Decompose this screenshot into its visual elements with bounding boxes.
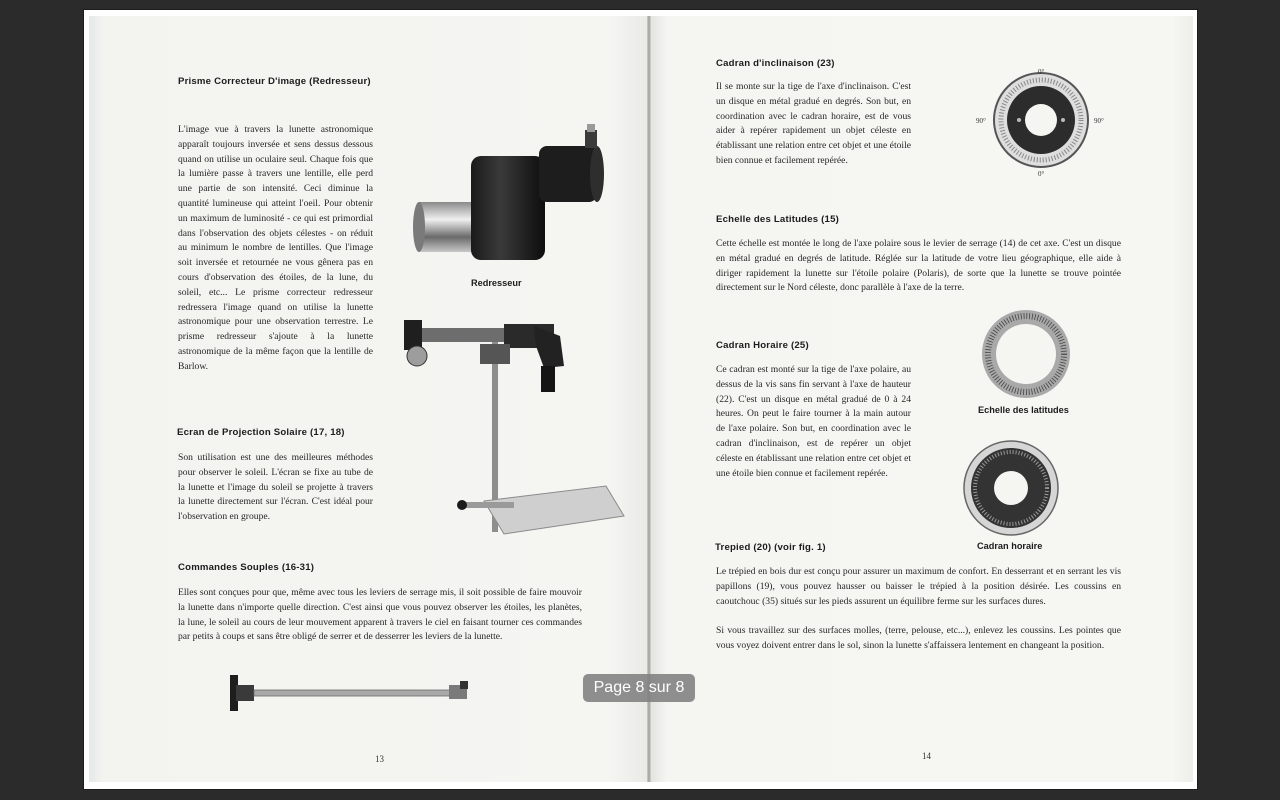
projection-screen-image <box>384 306 634 546</box>
cadran-horaire-body: Ce cadran est monté sur la tige de l'axe polaire, au dessus de la vis sans fin servant à l'axe de hauteur (22). C'est un disque en métal gradué de 0 à 24 heures. On peut le faire tourner à la main autour de l'axe polaire. Son but, en coordination avec le cadran d'inclinaison, est de repérer un objet céleste en établissant une relation entre cet objet et une étoile bien connue et facilement repérée. <box>716 364 911 479</box>
document-scan <box>84 10 1197 789</box>
right-page-number: 14 <box>922 751 931 761</box>
latitude-scale-caption: Echelle des latitudes <box>978 405 1069 415</box>
dial-label-left: 90° <box>976 117 986 125</box>
dial-label-top: 0° <box>1038 68 1045 76</box>
redresseur-image <box>409 116 609 266</box>
ecran-title: Ecran de Projection Solaire (17, 18) <box>177 427 345 438</box>
commandes-title: Commandes Souples (16-31) <box>178 562 315 573</box>
redresseur-caption: Redresseur <box>471 278 522 288</box>
hour-dial-image <box>956 440 1066 548</box>
ecran-body: Son utilisation est une des meilleures méthodes pour observer le soleil. L'écran se fixe au tube de la lunette et l'image du soleil se projette à travers la lunette directement sur l'écran. C'est idéal pour l'observation en groupe. <box>178 452 373 523</box>
page-indicator: Page 8 sur 8 <box>583 674 695 702</box>
trepied-title: Trepied (20) (voir fig. 1) <box>715 542 826 553</box>
right-page <box>651 16 1193 782</box>
latitude-scale-image <box>971 306 1081 406</box>
commandes-body: Elles sont conçues pour que, même avec tous les leviers de serrage mis, il soit possible de faire mouvoir la lunette dans n'importe quelle direction. C'est ainsi que vous pouvez observer les étoiles, les planètes, la lune, le soleil au cours de leur mouvement apparent à travers le ciel en faisant tourner ces commandes par petits à coups et sans être obligé de serrer et de desserrer les leviers de la lunette. <box>178 587 582 643</box>
hour-dial-caption: Cadran horaire <box>977 541 1043 551</box>
flexible-control-image <box>224 671 474 716</box>
prisme-title: Prisme Correcteur D'image (Redresseur) <box>178 76 371 87</box>
trepied-body-2: Si vous travaillez sur des surfaces molles, (terre, pelouse, etc...), enlevez les coussins. Les pointes que vous voyez doivent entrer dans le sol, sinon la lunette s'affaissera lentement en changeant la position. <box>716 625 1121 651</box>
dial-label-right: 90° <box>1094 117 1104 125</box>
left-page <box>89 16 649 782</box>
cadran-inclinaison-title: Cadran d'inclinaison (23) <box>716 58 835 69</box>
echelle-latitudes-body: Cette échelle est montée le long de l'axe polaire sous le levier de serrage (14) de cet axe. C'est un disque en métal gradué en degrés de latitude. Réglée sur la latitude de votre lieu géographique, elle aide à diriger rapidement la lunette sur l'étoile polaire (Polaris), de sorte que la lunette se trouve pointée directement sur le Nord céleste, donc parallèle à l'axe de la terre. <box>716 238 1121 294</box>
prisme-body: L'image vue à travers la lunette astronomique apparaît toujours inversée et sens dessus dessous quand on utilise un oculaire seul. Chaque fois que la lumière passe à travers une lentille, elle perd une partie de son intensité. Ceci diminue la quantité lumineuse qui atteint l'oeil. Pour obtenir un maximum de luminosité - ce qui est primordial dans l'observation des objets célestes - on réduit au minimum le nombre de lentilles. Que l'image soit inversée et retournée ne vous gênera pas en cours d'observation des étoiles, de la lune, du soleil, etc... Le prisme correcteur redresseur redressera l'image quand on utilise la lunette astronomique pour une observation terrestre. Le prisme redresseur s'ajoute à la lunette astronomique de la même façon que la lentille de Barlow. <box>178 124 373 372</box>
echelle-latitudes-title: Echelle des Latitudes (15) <box>716 214 840 225</box>
cadran-inclinaison-body: Il se monte sur la tige de l'axe d'inclinaison. C'est un disque en métal gradué en degrés. Son but, en coordination avec le cadran horaire, est de vous aider à repérer rapidement un objet céleste en établissant une relation entre cet objet et une étoile bien connue et facilement repérée. <box>716 81 911 166</box>
dial-label-bottom: 0° <box>1038 170 1045 178</box>
left-page-number: 13 <box>375 754 384 764</box>
cadran-horaire-title: Cadran Horaire (25) <box>716 340 809 351</box>
trepied-body-1: Le trépied en bois dur est conçu pour assurer un maximum de confort. En desserrant et en serrant les vis papillons (19), vous pouvez hausser ou baisser le trépied à la position désirée. Les coussins en caoutchouc (35) situés sur les pieds assurent un équilibre ferme sur les surfaces dures. <box>716 566 1121 607</box>
